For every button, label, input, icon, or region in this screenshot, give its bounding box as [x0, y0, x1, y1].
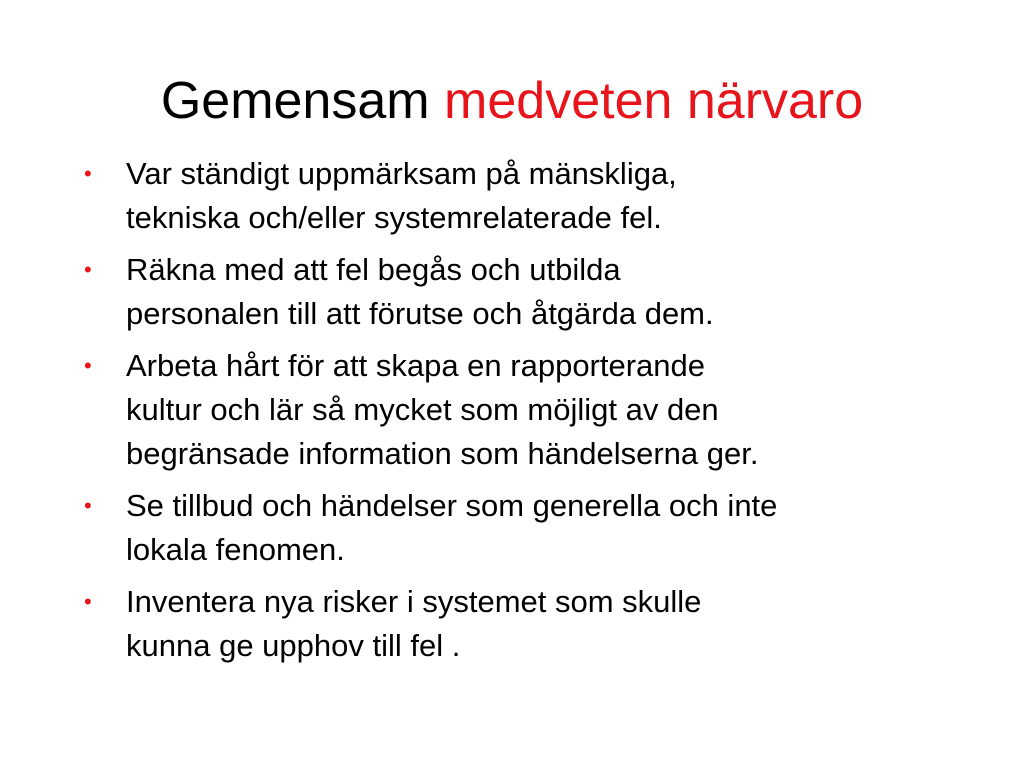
- bullet-text: Se tillbud och händelser som generella och inte lokala fenomen.: [126, 488, 778, 567]
- bullet-item: [82, 344, 982, 476]
- bullet-text: Inventera nya risker i systemet som skulle kunna ge upphov till fel .: [126, 584, 702, 663]
- slide-title: [0, 70, 1024, 132]
- bullet-item: [82, 248, 982, 336]
- bullet-dot-icon: •: [84, 589, 92, 614]
- bullet-dot-icon: •: [84, 161, 92, 186]
- bullet-dot-icon: •: [84, 353, 92, 378]
- bullet-text: Arbeta hårt för att skapa en rapporterande kultur och lär så mycket som möjligt av den begränsade information som händelserna ger.: [126, 348, 759, 471]
- bullet-text: Var ständigt uppmärksam på mänskliga, tekniska och/eller systemrelaterade fel.: [126, 156, 677, 235]
- bullet-item: [82, 580, 982, 668]
- title-part-plain: Gemensam: [160, 72, 430, 130]
- bullet-list: [82, 152, 982, 676]
- title-part-accent: medveten närvaro: [444, 72, 864, 130]
- bullet-item: [82, 484, 982, 572]
- bullet-dot-icon: •: [84, 257, 92, 282]
- bullet-item: [82, 152, 982, 240]
- bullet-text: Räkna med att fel begås och utbilda personalen till att förutse och åtgärda dem.: [126, 252, 714, 331]
- bullet-dot-icon: •: [84, 493, 92, 518]
